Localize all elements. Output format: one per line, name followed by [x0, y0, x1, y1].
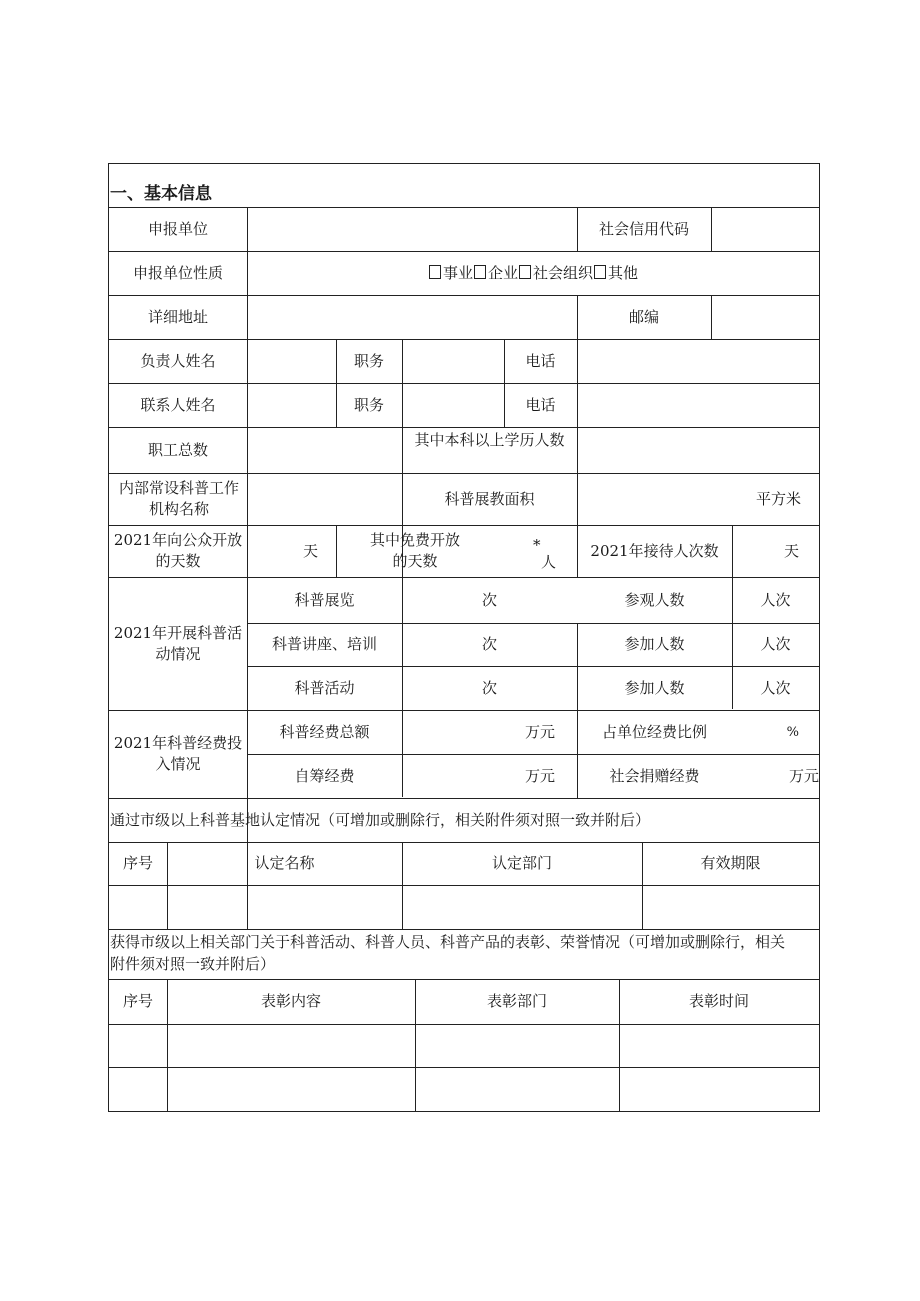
contact-phone-field[interactable]	[577, 383, 819, 427]
nature-option-other[interactable]	[593, 263, 638, 284]
nature-options	[247, 251, 819, 295]
open-days-unit: 天	[302, 541, 318, 560]
open-days-label: 2021年向公众开放的天数	[113, 531, 243, 570]
head-name-field[interactable]	[247, 339, 336, 383]
activity-metric-label: 参加人数	[624, 678, 685, 697]
area-unit: 平方米	[755, 489, 801, 508]
exhibit-area-label: 科普展教面积	[444, 489, 535, 508]
staff-total-label: 职工总数	[147, 440, 208, 459]
activity-name: 科普展览	[294, 590, 355, 609]
funding-ratio-label: 占单位经费比例	[601, 722, 707, 741]
cert-row-index-field[interactable]	[109, 885, 167, 929]
visitors-label: 2021年接待人次数	[590, 541, 719, 560]
cert-row-name-field[interactable]	[167, 885, 402, 929]
activity-metric-unit: 人次	[760, 678, 791, 697]
activity-metric-unit: 人次	[760, 635, 791, 653]
nature-option-public[interactable]	[428, 263, 473, 284]
unit-label: 申报单位	[147, 219, 208, 238]
honor-row-dept-field[interactable]	[415, 1024, 619, 1067]
funding-group-label: 2021年科普经费投入情况	[113, 734, 243, 773]
checkbox-icon	[594, 265, 606, 279]
head-name-label: 负责人姓名	[140, 351, 216, 370]
funding-donation-label: 社会捐赠经费	[609, 766, 700, 785]
funding-total-unit: 万元	[524, 722, 555, 741]
activity-name: 科普活动	[294, 678, 355, 697]
postcode-field[interactable]	[711, 295, 819, 339]
funding-self-unit: 万元	[524, 766, 555, 785]
activity-metric-label: 参观人数	[624, 590, 685, 609]
visitors-unit: 天	[783, 541, 799, 560]
activity-count-field[interactable]	[402, 623, 577, 666]
address-field[interactable]	[247, 295, 577, 339]
funding-self-label: 自筹经费	[294, 766, 355, 785]
checkbox-icon	[474, 265, 486, 279]
grid-line	[336, 525, 337, 577]
nature-label: 申报单位性质	[132, 263, 223, 282]
visitors-field[interactable]	[732, 525, 819, 577]
activity-metric-field[interactable]	[732, 623, 819, 666]
funding-donation-field[interactable]	[732, 754, 819, 798]
option-label: 社会组织	[533, 263, 594, 282]
exhibit-area-field[interactable]	[577, 473, 819, 525]
honors-note-line2: 附件须对照一致并附后）	[110, 955, 276, 973]
head-position-field[interactable]	[402, 339, 504, 383]
option-label: 企业	[487, 263, 518, 282]
activity-name: 科普讲座、培训	[271, 635, 377, 653]
funding-ratio-field[interactable]	[732, 710, 819, 754]
checkbox-icon	[519, 265, 531, 279]
percent-sign: %	[786, 724, 799, 740]
nature-option-social-org[interactable]	[518, 263, 593, 284]
address-label: 详细地址	[147, 307, 208, 326]
bachelor-field[interactable]	[577, 427, 819, 473]
open-days-field[interactable]	[247, 525, 336, 577]
head-position-label: 职务	[353, 351, 384, 370]
contact-name-label: 联系人姓名	[140, 395, 216, 414]
checkbox-icon	[429, 265, 441, 279]
option-label: 事业	[442, 263, 473, 282]
activity-metric-unit: 人次	[760, 590, 791, 609]
funding-total-field[interactable]	[402, 710, 577, 754]
cert-row-validity-field[interactable]	[642, 885, 819, 929]
honor-row-content-field[interactable]	[167, 1067, 415, 1111]
certification-note: 通过市级以上科普基地认定情况（可增加或删除行，相关附件须对照一致并附后）	[110, 810, 651, 829]
honor-header-content: 表彰内容	[260, 992, 321, 1010]
head-phone-label: 电话	[525, 351, 556, 370]
activity-metric-field[interactable]	[732, 666, 819, 710]
cert-header-name: 认定名称	[254, 854, 315, 872]
activity-count-unit: 次	[481, 590, 497, 609]
activity-metric-field[interactable]	[732, 577, 819, 623]
head-phone-field[interactable]	[577, 339, 819, 383]
honor-header-dept: 表彰部门	[486, 992, 547, 1010]
grid-line	[109, 929, 819, 930]
funding-self-field[interactable]	[402, 754, 577, 798]
activity-metric-label: 参加人数	[624, 635, 685, 653]
credit-code-field[interactable]	[711, 207, 819, 251]
internal-org-field[interactable]	[247, 473, 402, 525]
cert-header-index: 序号	[122, 854, 153, 872]
postcode-label: 邮编	[628, 307, 659, 326]
honor-header-index: 序号	[122, 992, 153, 1010]
contact-position-label: 职务	[353, 395, 384, 414]
option-label: 其他	[608, 263, 639, 282]
honor-row-dept-field[interactable]	[415, 1067, 619, 1111]
honor-row-content-field[interactable]	[167, 1024, 415, 1067]
credit-code-label: 社会信用代码	[598, 219, 689, 238]
basic-info-form	[108, 163, 820, 1112]
activity-count-unit: 次	[481, 678, 497, 697]
honors-note-line1: 获得市级以上相关部门关于科普活动、科普人员、科普产品的表彰、荣誉情况（可增加或删除行，相关	[110, 933, 786, 951]
honor-row-time-field[interactable]	[619, 1067, 819, 1111]
activity-count-unit: 次	[481, 635, 497, 653]
free-days-star: *	[533, 536, 541, 554]
contact-name-field[interactable]	[247, 383, 336, 427]
cert-header-validity: 有效期限	[700, 854, 761, 872]
funding-donation-unit: 万元	[788, 766, 819, 785]
honor-row-index-field[interactable]	[109, 1024, 167, 1067]
free-days-unit: 人	[541, 553, 557, 571]
free-days-label: 其中免费开放的天数	[369, 531, 460, 570]
contact-position-field[interactable]	[402, 383, 504, 427]
activity-count-field[interactable]	[402, 577, 577, 623]
internal-org-label: 内部常设科普工作机构名称	[118, 479, 239, 518]
activity-count-field[interactable]	[402, 666, 577, 710]
contact-phone-label: 电话	[525, 395, 556, 414]
honor-row-time-field[interactable]	[619, 1024, 819, 1067]
cert-row-dept-field[interactable]	[402, 885, 642, 929]
section-title: 一、基本信息	[110, 183, 212, 204]
funding-total-label: 科普经费总额	[279, 722, 370, 741]
honor-row-index-field[interactable]	[109, 1067, 167, 1111]
staff-total-field[interactable]	[247, 427, 402, 473]
honor-header-time: 表彰时间	[688, 992, 749, 1010]
bachelor-label: 其中本科以上学历人数	[414, 430, 565, 449]
nature-option-enterprise[interactable]	[473, 263, 518, 284]
cert-header-dept: 认定部门	[491, 854, 552, 872]
activities-group-label: 2021年开展科普活动情况	[113, 623, 243, 663]
unit-field[interactable]	[247, 207, 577, 251]
